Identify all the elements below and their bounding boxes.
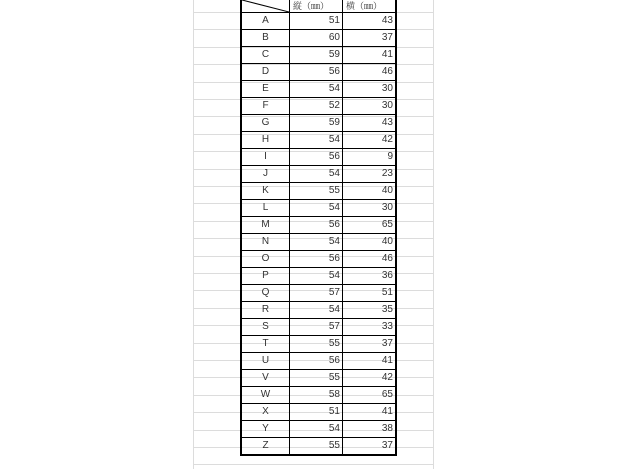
- table-row: [241, 98, 396, 115]
- cell-horizontal[interactable]: 41: [343, 404, 397, 421]
- cell-horizontal[interactable]: 9: [343, 149, 397, 166]
- table-row: [241, 132, 396, 149]
- table-row: [241, 200, 396, 217]
- cell-name[interactable]: Y: [241, 421, 290, 438]
- cell-horizontal[interactable]: 30: [343, 81, 397, 98]
- cell-horizontal[interactable]: 65: [343, 387, 397, 404]
- cell-vertical[interactable]: 51: [290, 13, 343, 30]
- measurement-table: [240, 0, 397, 456]
- table-row: [241, 387, 396, 404]
- table-row: [241, 421, 396, 438]
- corner-diagonal-cell[interactable]: [241, 0, 290, 13]
- cell-horizontal[interactable]: 35: [343, 302, 397, 319]
- cell-horizontal[interactable]: 65: [343, 217, 397, 234]
- cell-vertical[interactable]: 54: [290, 421, 343, 438]
- cell-horizontal[interactable]: 43: [343, 13, 397, 30]
- cell-vertical[interactable]: 51: [290, 404, 343, 421]
- cell-vertical[interactable]: 54: [290, 132, 343, 149]
- cell-name[interactable]: C: [241, 47, 290, 64]
- cell-vertical[interactable]: 60: [290, 30, 343, 47]
- cell-horizontal[interactable]: 37: [343, 30, 397, 47]
- cell-horizontal[interactable]: 51: [343, 285, 397, 302]
- table-row: [241, 404, 396, 421]
- table-row: [241, 251, 396, 268]
- cell-horizontal[interactable]: 46: [343, 251, 397, 268]
- table-row: [241, 336, 396, 353]
- table-row: [241, 81, 396, 98]
- cell-horizontal[interactable]: 30: [343, 200, 397, 217]
- header-vertical[interactable]: 縦（㎜）: [290, 0, 343, 13]
- cell-horizontal[interactable]: 37: [343, 336, 397, 353]
- grid-column-line: [193, 0, 194, 469]
- table-row: [241, 183, 396, 200]
- cell-name[interactable]: N: [241, 234, 290, 251]
- table-row: [241, 302, 396, 319]
- cell-name[interactable]: T: [241, 336, 290, 353]
- table-row: [241, 268, 396, 285]
- cell-name[interactable]: S: [241, 319, 290, 336]
- diagonal-line: [242, 0, 289, 12]
- cell-vertical[interactable]: 55: [290, 183, 343, 200]
- cell-horizontal[interactable]: 42: [343, 370, 397, 387]
- cell-vertical[interactable]: 56: [290, 64, 343, 81]
- cell-vertical[interactable]: 54: [290, 234, 343, 251]
- cell-vertical[interactable]: 54: [290, 81, 343, 98]
- cell-name[interactable]: L: [241, 200, 290, 217]
- table-row: [241, 319, 396, 336]
- cell-horizontal[interactable]: 33: [343, 319, 397, 336]
- cell-horizontal[interactable]: 42: [343, 132, 397, 149]
- cell-vertical[interactable]: 58: [290, 387, 343, 404]
- cell-name[interactable]: G: [241, 115, 290, 132]
- cell-name[interactable]: Q: [241, 285, 290, 302]
- header-row: [241, 0, 396, 13]
- cell-name[interactable]: P: [241, 268, 290, 285]
- table-row: [241, 64, 396, 81]
- table-row: [241, 370, 396, 387]
- cell-horizontal[interactable]: 37: [343, 438, 397, 456]
- table-row: [241, 30, 396, 47]
- table-row: [241, 353, 396, 370]
- cell-vertical[interactable]: 59: [290, 115, 343, 132]
- cell-horizontal[interactable]: 46: [343, 64, 397, 81]
- cell-vertical[interactable]: 57: [290, 285, 343, 302]
- cell-name[interactable]: W: [241, 387, 290, 404]
- cell-name[interactable]: F: [241, 98, 290, 115]
- cell-name[interactable]: E: [241, 81, 290, 98]
- table-row: [241, 13, 396, 30]
- cell-horizontal[interactable]: 40: [343, 183, 397, 200]
- cell-horizontal[interactable]: 40: [343, 234, 397, 251]
- cell-vertical[interactable]: 56: [290, 149, 343, 166]
- table-row: [241, 115, 396, 132]
- grid-column-line: [433, 0, 434, 469]
- cell-name[interactable]: A: [241, 13, 290, 30]
- cell-horizontal[interactable]: 43: [343, 115, 397, 132]
- table-row: [241, 438, 396, 456]
- cell-name[interactable]: X: [241, 404, 290, 421]
- cell-name[interactable]: M: [241, 217, 290, 234]
- cell-horizontal[interactable]: 36: [343, 268, 397, 285]
- cell-name[interactable]: K: [241, 183, 290, 200]
- cell-horizontal[interactable]: 38: [343, 421, 397, 438]
- table-row: [241, 149, 396, 166]
- cell-vertical[interactable]: 54: [290, 302, 343, 319]
- cell-vertical[interactable]: 54: [290, 200, 343, 217]
- cell-name[interactable]: I: [241, 149, 290, 166]
- header-horizontal[interactable]: 横（㎜）: [343, 0, 397, 13]
- cell-vertical[interactable]: 52: [290, 98, 343, 115]
- cell-vertical[interactable]: 56: [290, 251, 343, 268]
- cell-name[interactable]: O: [241, 251, 290, 268]
- table-row: [241, 217, 396, 234]
- cell-vertical[interactable]: 54: [290, 166, 343, 183]
- table-row: [241, 166, 396, 183]
- cell-horizontal[interactable]: 41: [343, 353, 397, 370]
- cell-horizontal[interactable]: 41: [343, 47, 397, 64]
- cell-name[interactable]: R: [241, 302, 290, 319]
- cell-vertical[interactable]: 55: [290, 370, 343, 387]
- cell-name[interactable]: V: [241, 370, 290, 387]
- cell-vertical[interactable]: 56: [290, 217, 343, 234]
- cell-name[interactable]: U: [241, 353, 290, 370]
- cell-name[interactable]: Z: [241, 438, 290, 456]
- grid-row-line: [193, 464, 433, 465]
- cell-name[interactable]: J: [241, 166, 290, 183]
- table-row: [241, 234, 396, 251]
- cell-name[interactable]: H: [241, 132, 290, 149]
- table-row: [241, 285, 396, 302]
- cell-vertical[interactable]: 56: [290, 353, 343, 370]
- cell-vertical[interactable]: 57: [290, 319, 343, 336]
- cell-vertical[interactable]: 54: [290, 268, 343, 285]
- cell-name[interactable]: D: [241, 64, 290, 81]
- cell-horizontal[interactable]: 23: [343, 166, 397, 183]
- cell-name[interactable]: B: [241, 30, 290, 47]
- measurement-table-container: [240, 0, 397, 456]
- cell-vertical[interactable]: 55: [290, 438, 343, 456]
- table-row: [241, 47, 396, 64]
- cell-horizontal[interactable]: 30: [343, 98, 397, 115]
- cell-vertical[interactable]: 59: [290, 47, 343, 64]
- cell-vertical[interactable]: 55: [290, 336, 343, 353]
